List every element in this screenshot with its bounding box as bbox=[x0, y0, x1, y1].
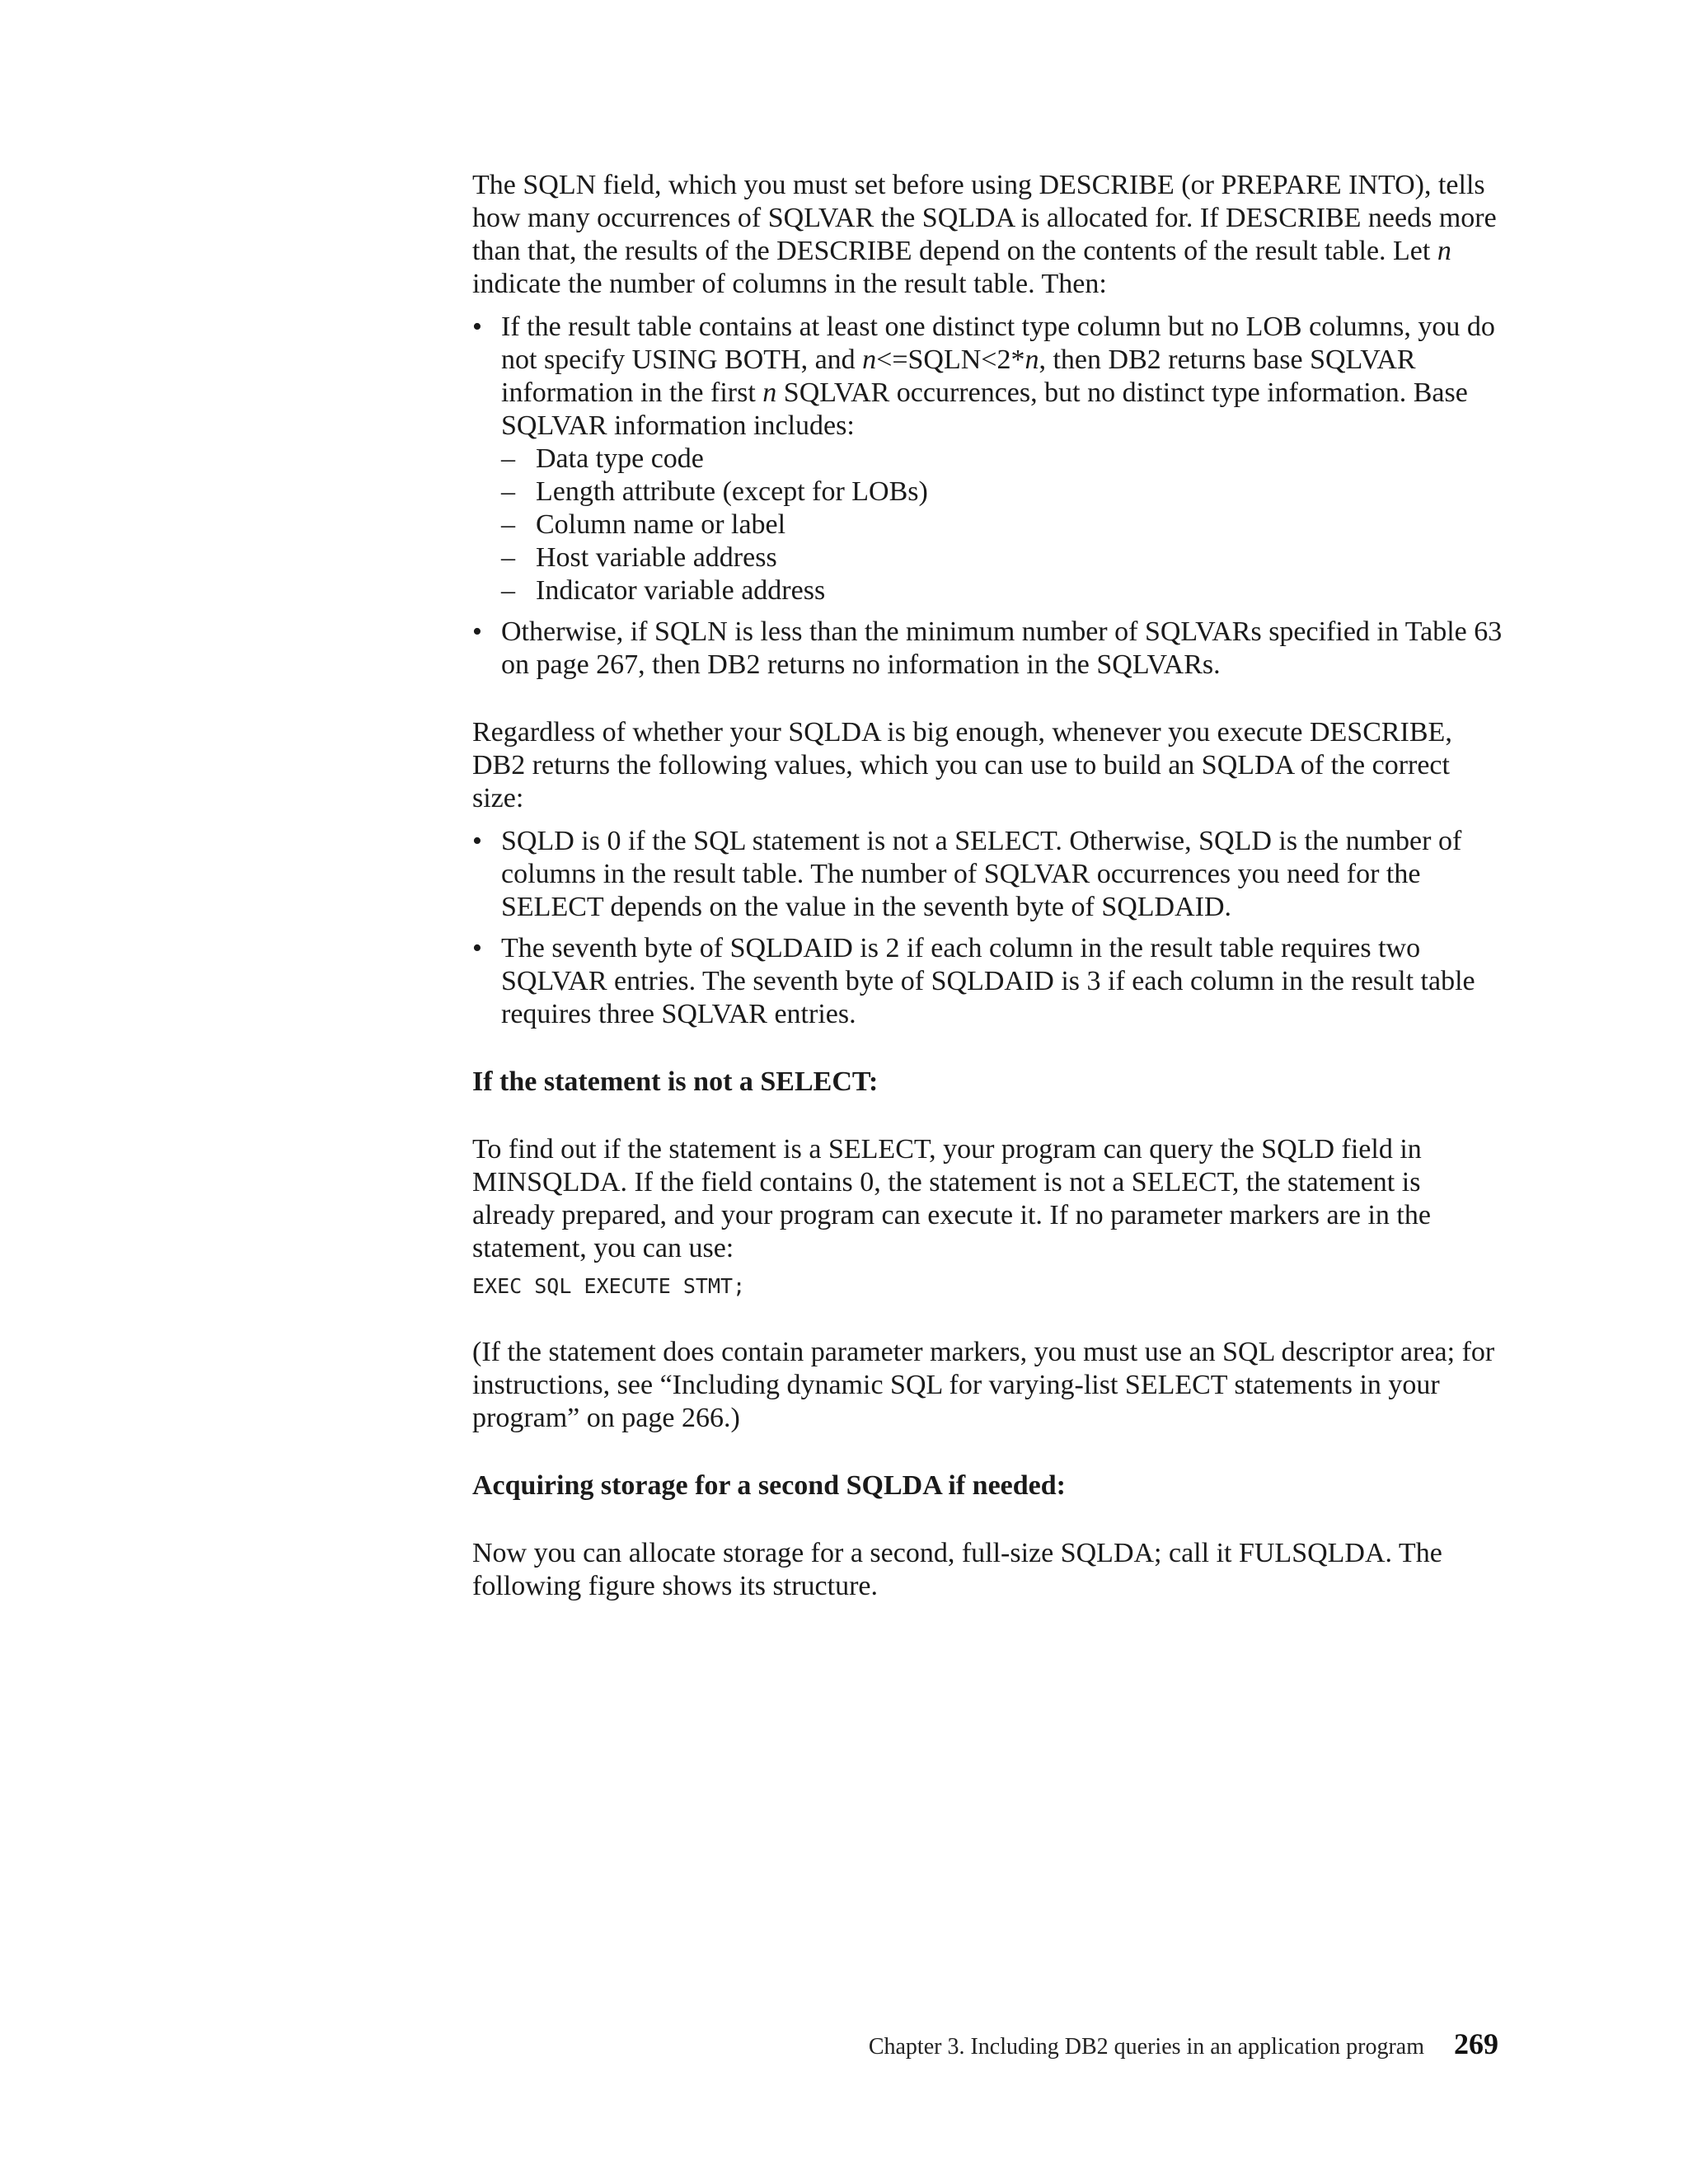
item1-text-part2: <=SQLN<2* bbox=[876, 344, 1025, 375]
bullet-icon: • bbox=[472, 826, 482, 856]
item1-text-part4: SQLVAR occurrences, but no distinct type information. Base SQLVAR information includes: bbox=[501, 377, 1468, 441]
page-footer bbox=[869, 2027, 1498, 2064]
list-item-text: The seventh byte of SQLDAID is 2 if each column in the result table requires two SQLVAR entries. The seventh byte of SQLDAID is 3 if each column in the result table requires three SQLVAR entries. bbox=[501, 933, 1475, 1029]
intro-paragraph bbox=[472, 169, 1503, 301]
bullet-icon: • bbox=[472, 616, 482, 647]
dash-icon: – bbox=[501, 575, 515, 606]
code-example: EXEC SQL EXECUTE STMT; bbox=[472, 1274, 746, 1298]
parameter-markers-paragraph: (If the statement does contain parameter markers, you must use an SQL descriptor area; for instructions, see “Including dynamic SQL for varying-list SELECT statements in your program” on page 266.) bbox=[472, 1337, 1495, 1433]
footer-chapter-title: Chapter 3. Including DB2 queries in an application program bbox=[868, 2034, 1424, 2060]
page-content bbox=[472, 169, 1503, 1603]
item1-variable-n: n bbox=[762, 377, 777, 408]
item1-text-part1: If the result table contains at least one distinct type column but no LOB columns, you do not specify USING BOTH, and bbox=[501, 312, 1495, 375]
list-item-otherwise bbox=[472, 616, 1503, 682]
sub-list-item bbox=[501, 541, 1503, 574]
item1-variable-n: n bbox=[862, 344, 877, 375]
sub-list-item bbox=[501, 476, 1503, 509]
item1-text-part3: , then DB2 returns base SQLVAR information in the first bbox=[501, 344, 1416, 408]
sub-list-item-text: Data type code bbox=[536, 443, 704, 474]
bullet-icon: • bbox=[472, 933, 482, 963]
sub-list-item bbox=[501, 574, 1503, 607]
dash-icon: – bbox=[501, 509, 515, 540]
page-number: 269 bbox=[1454, 2027, 1498, 2060]
dash-icon: – bbox=[501, 476, 515, 507]
result-table-conditions-list bbox=[472, 311, 1503, 682]
intro-text-part2: indicate the number of columns in the result table. Then: bbox=[472, 269, 1107, 299]
dash-icon: – bbox=[501, 443, 515, 474]
intro-text-part1: The SQLN field, which you must set before using DESCRIBE (or PREPARE INTO), tells how many occurrences of SQLVAR the SQLDA is allocated for. If DESCRIBE needs more than that, the results of the DESCRIBE depend on the contents of the result table. Let bbox=[472, 170, 1497, 266]
describe-values-list bbox=[472, 825, 1503, 1031]
list-item-distinct-type bbox=[472, 311, 1503, 607]
section-heading-acquiring-storage: Acquiring storage for a second SQLDA if needed: bbox=[472, 1470, 1066, 1501]
describe-values-paragraph: Regardless of whether your SQLDA is big enough, whenever you execute DESCRIBE, DB2 returns the following values, which you can use to build an SQLDA of the correct size: bbox=[472, 717, 1452, 813]
section-heading-not-select: If the statement is not a SELECT: bbox=[472, 1066, 879, 1097]
list-item-sqld bbox=[472, 825, 1503, 924]
intro-variable-n: n bbox=[1437, 236, 1451, 266]
base-sqlvar-info-list bbox=[501, 443, 1503, 607]
sub-list-item-text: Indicator variable address bbox=[536, 575, 826, 606]
sub-list-item bbox=[501, 443, 1503, 476]
sub-list-item-text: Column name or label bbox=[536, 509, 786, 540]
sub-list-item-text: Length attribute (except for LOBs) bbox=[536, 476, 928, 507]
list-item-text: SQLD is 0 if the SQL statement is not a SELECT. Otherwise, SQLD is the number of columns in the result table. The number of SQLVAR occurrences you need for the SELECT depends on the value in the seventh byte of SQLDAID. bbox=[501, 826, 1462, 922]
sub-list-item bbox=[501, 509, 1503, 541]
item2-text: Otherwise, if SQLN is less than the minimum number of SQLVARs specified in Table 63 on page 267, then DB2 returns no information in the SQLVARs. bbox=[501, 616, 1503, 680]
sub-list-item-text: Host variable address bbox=[536, 542, 777, 573]
dash-icon: – bbox=[501, 542, 515, 573]
bullet-icon: • bbox=[472, 312, 482, 342]
list-item-sqldaid bbox=[472, 932, 1503, 1031]
allocate-storage-paragraph: Now you can allocate storage for a second, full-size SQLDA; call it FULSQLDA. The following figure shows its structure. bbox=[472, 1538, 1442, 1601]
query-sqld-paragraph: To find out if the statement is a SELECT, your program can query the SQLD field in MINSQLDA. If the field contains 0, the statement is not a SELECT, the statement is already prepared, and your program can execute it. If no parameter markers are in the statement, you can use: bbox=[472, 1134, 1431, 1263]
item1-variable-n: n bbox=[1025, 344, 1039, 375]
